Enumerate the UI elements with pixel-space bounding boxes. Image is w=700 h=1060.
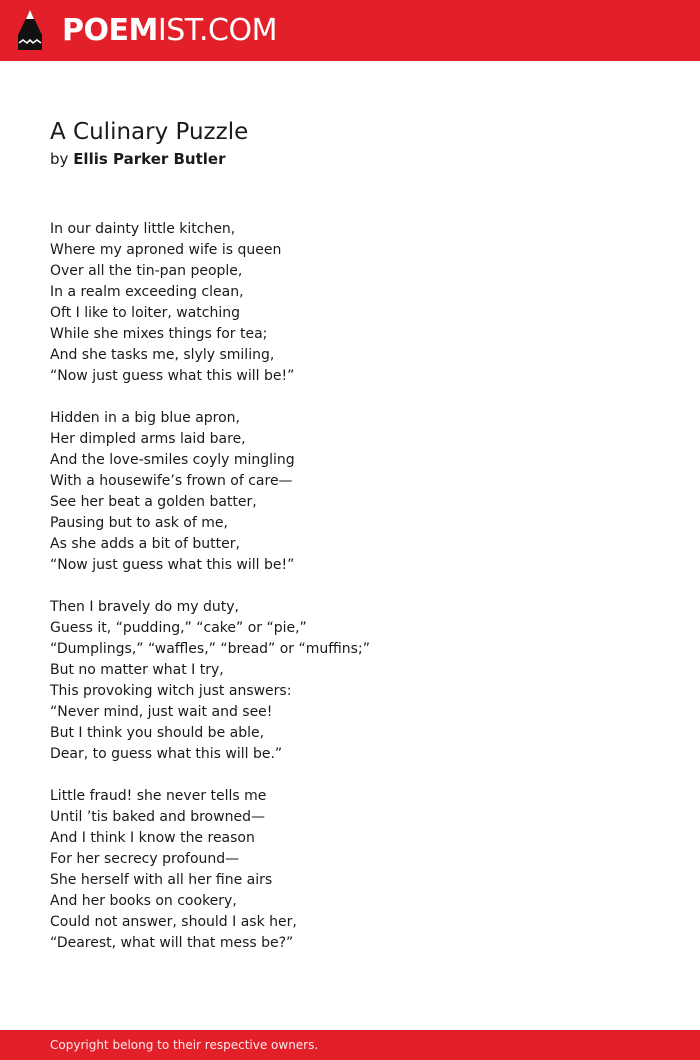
poem-stanza (50, 786, 650, 954)
poem-title: A Culinary Puzzle (50, 119, 249, 145)
poem-line: Over all the tin-pan people, (50, 263, 243, 279)
poem-line: Little fraud! she never tells me (50, 788, 267, 804)
poem-line: Could not answer, should I ask her, (50, 914, 297, 930)
site-footer (0, 1030, 700, 1060)
poem-line: In a realm exceeding clean, (50, 284, 244, 300)
poem-line: Pausing but to ask of me, (50, 515, 228, 531)
poem-byline (50, 149, 650, 169)
by-label: by (50, 150, 69, 168)
poem-line: In our dainty little kitchen, (50, 221, 236, 237)
poem-line: “Never mind, just wait and see! (50, 704, 273, 720)
poem-line: “Now just guess what this will be!” (50, 557, 295, 573)
poem-line: Where my aproned wife is queen (50, 242, 282, 258)
poem-line: See her beat a golden batter, (50, 494, 257, 510)
poem-line: Until ’tis baked and browned— (50, 809, 265, 825)
poem-content (50, 117, 650, 975)
poem-line: And the love-smiles coyly mingling (50, 452, 295, 468)
site-header (0, 0, 700, 61)
pencil-tip-icon (17, 9, 43, 51)
poem-line: Dear, to guess what this will be.” (50, 746, 283, 762)
poem-line: But I think you should be able, (50, 725, 265, 741)
poem-stanza (50, 597, 650, 765)
poem-line: While she mixes things for tea; (50, 326, 268, 342)
poem-stanza (50, 408, 650, 576)
logo-light-text: IST.COM (157, 13, 277, 48)
poem-line: For her secrecy profound— (50, 851, 240, 867)
poem-line: But no matter what I try, (50, 662, 224, 678)
poem-line: “Dumplings,” “waffles,” “bread” or “muffins;” (50, 641, 370, 657)
poem-line: And her books on cookery, (50, 893, 237, 909)
poem-line: Her dimpled arms laid bare, (50, 431, 246, 447)
poem-body (50, 219, 650, 954)
poem-line: “Dearest, what will that mess be?” (50, 935, 294, 951)
site-logo[interactable] (62, 13, 277, 49)
poem-line: Hidden in a big blue apron, (50, 410, 240, 426)
poem-line: Oft I like to loiter, watching (50, 305, 241, 321)
poem-author: Ellis Parker Butler (73, 150, 226, 168)
poem-stanza (50, 219, 650, 387)
copyright-text: Copyright belong to their respective owners. (50, 1038, 319, 1052)
poem-line: With a housewife’s frown of care— (50, 473, 293, 489)
poem-line: And I think I know the reason (50, 830, 255, 846)
poem-line: And she tasks me, slyly smiling, (50, 347, 275, 363)
poem-line: This provoking witch just answers: (50, 683, 292, 699)
poem-line: Then I bravely do my duty, (50, 599, 239, 615)
poem-line: As she adds a bit of butter, (50, 536, 240, 552)
poem-line: “Now just guess what this will be!” (50, 368, 295, 384)
poem-line: She herself with all her fine airs (50, 872, 273, 888)
poem-line: Guess it, “pudding,” “cake” or “pie,” (50, 620, 307, 636)
logo-bold-text: POEM (62, 13, 158, 48)
